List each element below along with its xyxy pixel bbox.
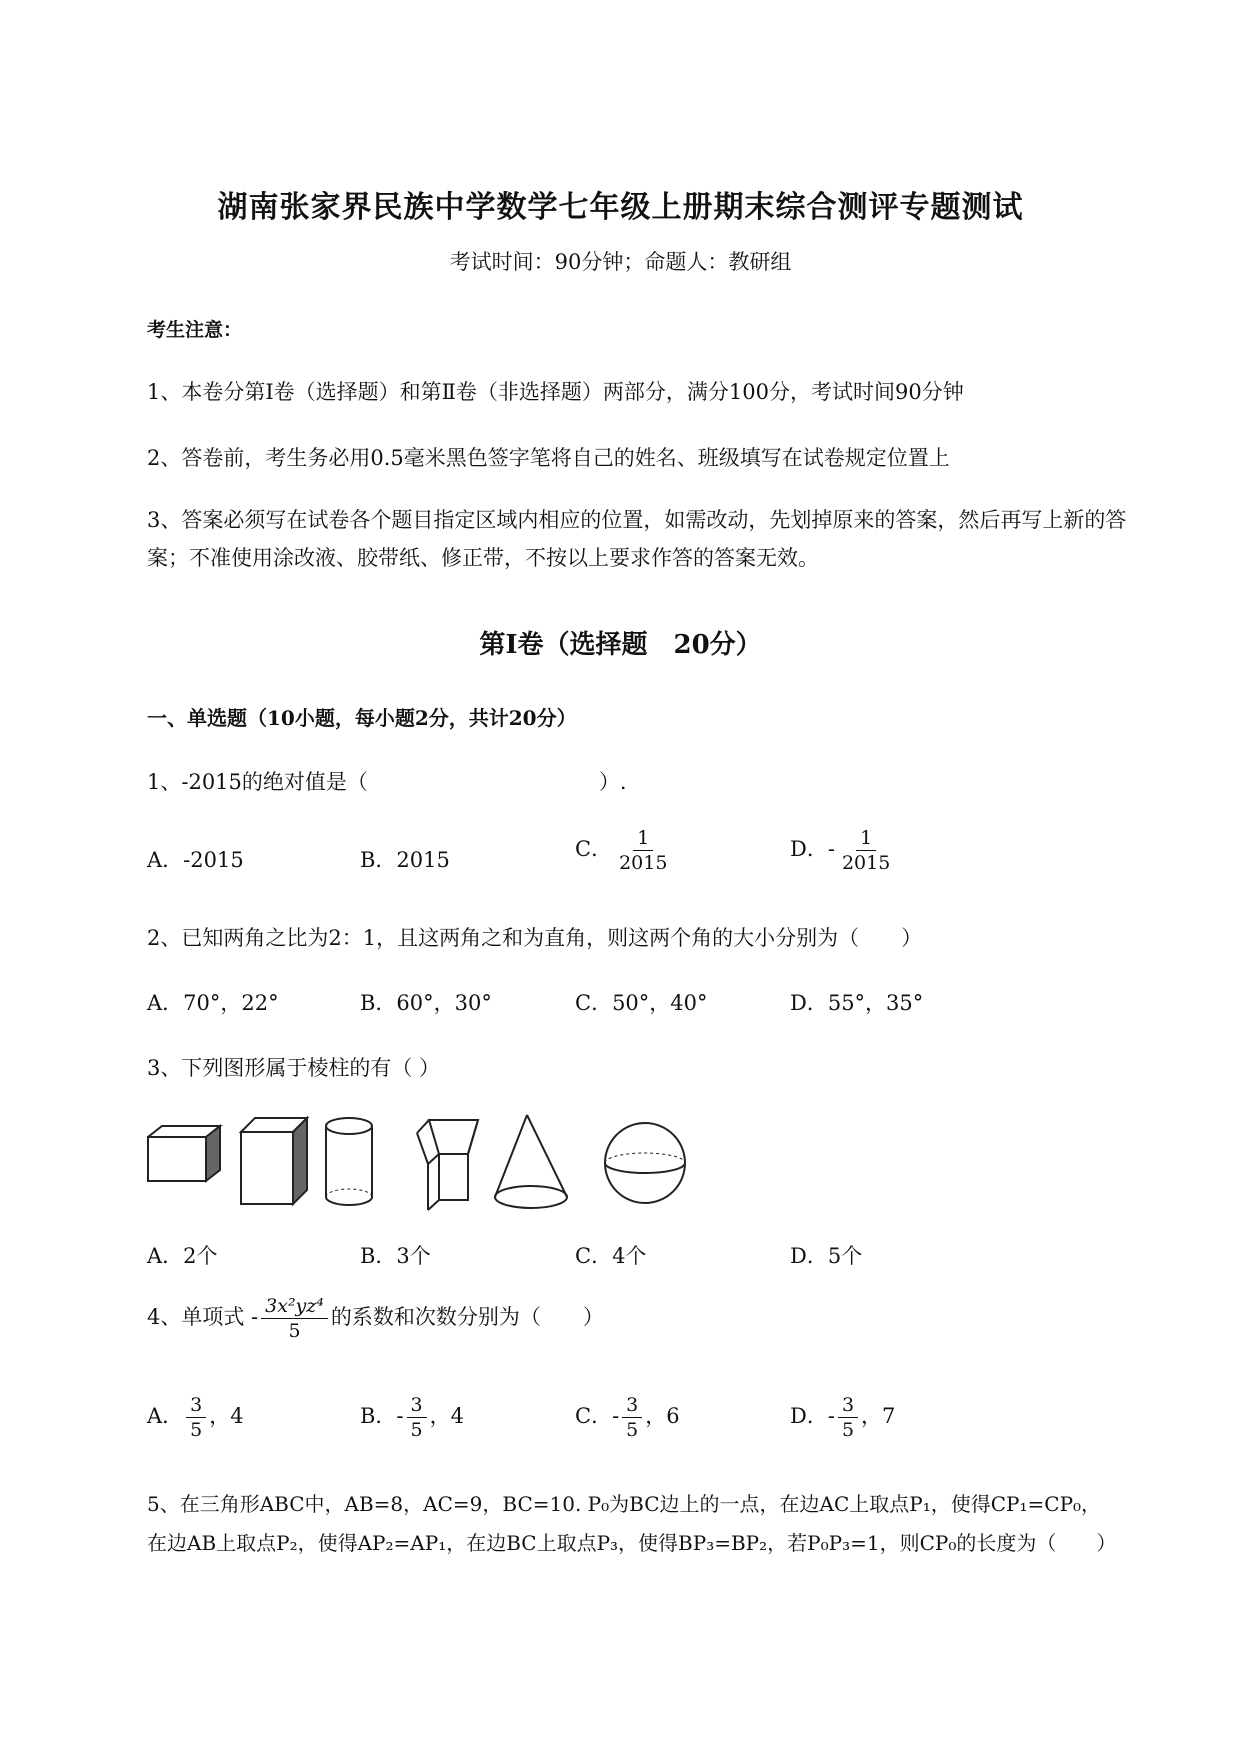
sphere-figure — [605, 1123, 685, 1203]
q4-c-tail: ，6 — [645, 1404, 680, 1428]
q1-option-c-label: C． — [575, 837, 613, 861]
q4-a-fraction — [186, 1393, 206, 1442]
q2-option-d: D．55°，35° — [790, 991, 924, 1015]
q2-option-c: C．50°，40° — [575, 991, 708, 1015]
q2-option-a: A．70°，22° — [147, 991, 279, 1015]
q1-option-b: B．2015 — [360, 848, 450, 872]
q4-c-numerator: 3 — [622, 1393, 642, 1418]
q1-option-d — [790, 826, 897, 875]
cylinder-figure — [326, 1118, 372, 1205]
q1-option-d-label: D．- — [790, 837, 835, 861]
q4-c-label: C．- — [575, 1404, 620, 1428]
question-4-stem — [147, 1294, 604, 1343]
q4-b-fraction — [407, 1393, 427, 1442]
q4-d-label: D．- — [790, 1404, 835, 1428]
q4-c-fraction — [622, 1393, 642, 1442]
q3-option-a: A．2个 — [147, 1244, 218, 1268]
q1-option-a: A．-2015 — [147, 848, 244, 872]
q4-a-numerator: 3 — [186, 1393, 206, 1418]
part-heading: 一、单选题（10小题，每小题2分，共计20分） — [147, 706, 577, 730]
q4-b-tail: ，4 — [429, 1404, 464, 1428]
cube-figure — [241, 1118, 307, 1204]
cuboid-figure — [148, 1126, 220, 1181]
q4-d-denominator: 5 — [841, 1419, 855, 1441]
exam-subtitle: 考试时间：90分钟；命题人：教研组 — [449, 250, 792, 274]
q4-d-tail: ，7 — [861, 1404, 896, 1428]
prism-figure — [417, 1120, 478, 1210]
notice-item-1: 1、本卷分第I卷（选择题）和第Ⅱ卷（非选择题）两部分，满分100分，考试时间90分钟 — [147, 380, 964, 404]
q4-monomial-numerator: 3x²yz⁴ — [261, 1294, 328, 1319]
q4-b-numerator: 3 — [407, 1393, 427, 1418]
q1-c-numerator: 1 — [633, 826, 653, 851]
q4-a-label: A． — [147, 1404, 184, 1428]
q1-option-c — [575, 826, 674, 875]
q4-option-c — [575, 1393, 680, 1442]
q3-option-b: B．3个 — [360, 1244, 431, 1268]
q4-d-numerator: 3 — [838, 1393, 858, 1418]
q4-d-fraction — [838, 1393, 858, 1442]
q4-stem-suffix: 的系数和次数分别为（ ） — [330, 1305, 604, 1329]
solid-figures-image — [147, 1113, 707, 1213]
q4-option-d — [790, 1393, 895, 1442]
q4-c-denominator: 5 — [626, 1419, 639, 1441]
q4-monomial-denominator: 5 — [288, 1320, 301, 1342]
notice-item-2: 2、答卷前，考生务必用0.5毫米黑色签字笔将自己的姓名、班级填写在试卷规定位置上 — [147, 446, 950, 470]
q4-monomial-fraction — [261, 1294, 328, 1343]
q4-option-b — [360, 1393, 464, 1442]
q1-d-numerator: 1 — [856, 826, 876, 851]
notice-item-3: 3、答案必须写在试卷各个题目指定区域内相应的位置，如需改动，先划掉原来的答案，然后再写上新的答案；不准使用涂改液、胶带纸、修正带，不按以上要求作答的答案无效。 — [147, 508, 1127, 570]
q1-option-c-fraction — [615, 826, 671, 875]
q2-option-b: B．60°，30° — [360, 991, 492, 1015]
q4-b-denominator: 5 — [410, 1419, 423, 1441]
q1-c-denominator: 2015 — [619, 852, 668, 874]
question-5-line-2: 在边AB上取点P₂，使得AP₂=AP₁，在边BC上取点P₃，使得BP₃=BP₂，若P₀P₃=1，则CP₀的长度为（ ） — [147, 1531, 1117, 1555]
section-title: 第I卷（选择题 20分） — [479, 630, 762, 660]
question-1-stem: 1、-2015的绝对值是（ ）. — [147, 770, 627, 794]
q4-option-a — [147, 1393, 244, 1442]
question-2-stem: 2、已知两角之比为2：1，且这两角之和为直角，则这两个角的大小分别为（ ） — [147, 926, 923, 950]
q1-option-d-fraction — [838, 826, 894, 875]
q3-option-d: D．5个 — [790, 1244, 863, 1268]
q4-a-denominator: 5 — [190, 1419, 203, 1441]
q3-option-c: C．4个 — [575, 1244, 647, 1268]
q1-d-denominator: 2015 — [841, 852, 891, 874]
q4-b-label: B．- — [360, 1404, 404, 1428]
cone-figure — [495, 1115, 567, 1208]
q4-a-tail: ，4 — [209, 1404, 244, 1428]
question-5-line-1: 5、在三角形ABC中，AB=8，AC=9，BC=10. P₀为BC边上的一点，在边AC上取点P₁，使得CP₁=CP₀， — [147, 1492, 1102, 1516]
q4-stem-prefix: 4、单项式 - — [147, 1305, 259, 1329]
notice-heading: 考生注意： — [147, 319, 243, 341]
question-3-stem: 3、下列图形属于棱柱的有（ ） — [147, 1056, 441, 1080]
exam-title: 湖南张家界民族中学数学七年级上册期末综合测评专题测试 — [217, 190, 1024, 225]
